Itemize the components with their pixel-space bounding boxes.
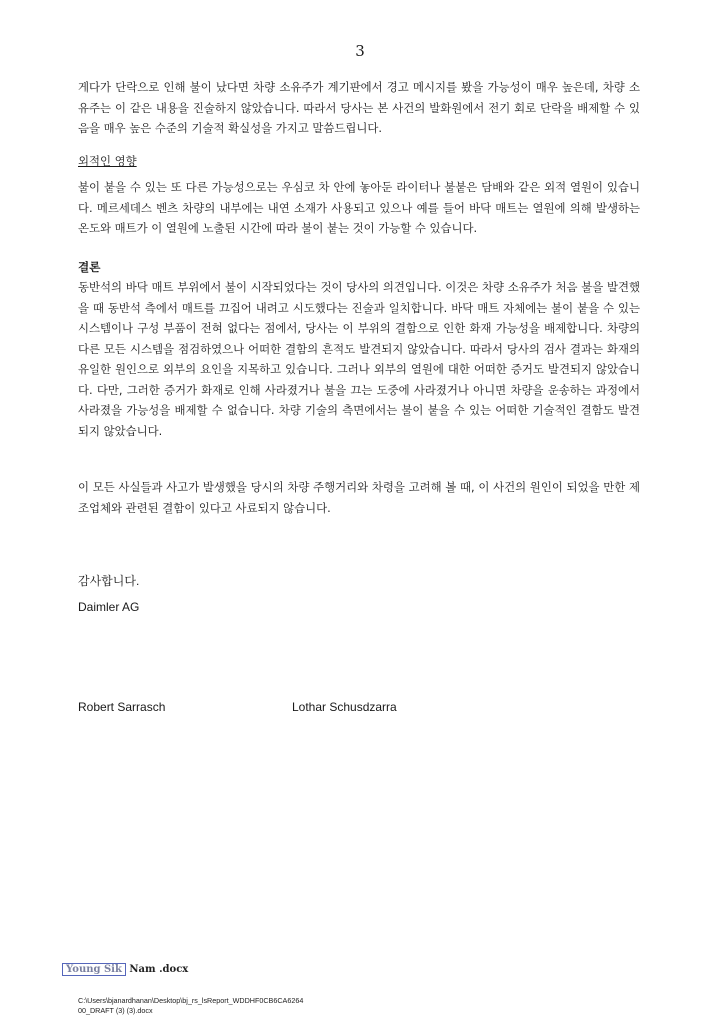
footer-file-name [62,963,188,976]
signature-robert-sarrasch: Robert Sarrasch [78,700,166,714]
heading-conclusion: 결론 [78,260,101,274]
paragraph-short-circuit: 게다가 단락으로 인해 불이 났다면 차량 소유주가 계기판에서 경고 메시지를 봤을 가능성이 매우 높은데, 차량 소유주는 이 같은 내용을 진술하지 않았습니다. 따라서 당사는 본 사건의 발화원에서 전기 회로 단락을 배제할 수 있음을 매우 높은 수준의 기술적 확실성을 가지고 말씀드립니다. [78,80,640,135]
closing-thanks: 감사합니다. [78,574,140,588]
closing-company: Daimler AG [78,600,140,614]
paragraph-final-assessment: 이 모든 사실들과 사고가 발생했을 당시의 차량 주행거리와 차령을 고려해 볼 때, 이 사건의 원인이 되었을 만한 제조업체와 관련된 결함이 있다고 사료되지 않습니다. [78,480,640,515]
footer-file-label: Nam .docx [129,964,189,975]
footer-file-path [78,996,478,1016]
paragraph-conclusion: 동반석의 바닥 매트 부위에서 불이 시작되었다는 것이 당사의 의견입니다. 이것은 차량 소유주가 처음 불을 발견했을 때 동반석 측에서 매트를 끄집어 내려고 시도했다는 진술과 일치합니다. 바닥 매트 자체에는 불이 붙을 수 있는 시스템이나 구성 부품이 전혀 없다는 점에서, 당사는 이 부위의 결함으로 인한 화재 가능성을 배제합니다. 차량의 다른 모든 시스템을 점검하였으나 어떠한 결함의 흔적도 발견되지 않았습니다. 따라서 당사의 검사 결과는 화재의 유일한 원인으로 외부의 요인을 지목하고 있습니다. 그러나 외부의 열원에 대한 어떠한 증거도 발견되지 않았습니다. 다만, 그러한 증거가 화재로 인해 사라졌거나 불을 끄는 도중에 사라졌거나 아니면 차량을 운송하는 과정에서 사라졌을 가능성을 배제할 수 없습니다. 차량 기술의 측면에서는 불이 붙을 수 있는 어떠한 기술적인 결함도 발견되지 않았습니다. [78,280,640,438]
paragraph-external-influence: 불이 붙을 수 있는 또 다른 가능성으로는 우심코 차 안에 놓아둔 라이터나 불붙은 담배와 같은 외적 열원이 있습니다. 메르세데스 벤츠 차량의 내부에는 내연 소재가 사용되고 있으나 예를 들어 바닥 매트는 열원에 의해 발생하는 온도와 매트가 이 열원에 노출된 시간에 따라 불이 붙는 것이 가능할 수 있습니다. [78,180,640,235]
footer-path-line-1: C:\Users\bjanardhanan\Desktop\bj_rs_lsReport_WDDHF0CB6CA6264 [78,996,304,1005]
footer-file-stamp: Young Sik [62,963,126,976]
heading-external-influence: 외적인 영향 [78,154,137,168]
page-number: 3 [355,42,365,60]
signature-lothar-schusdzarra: Lothar Schusdzarra [292,700,397,714]
footer-path-line-2: 00_DRAFT (3) (3).docx [78,1006,153,1015]
